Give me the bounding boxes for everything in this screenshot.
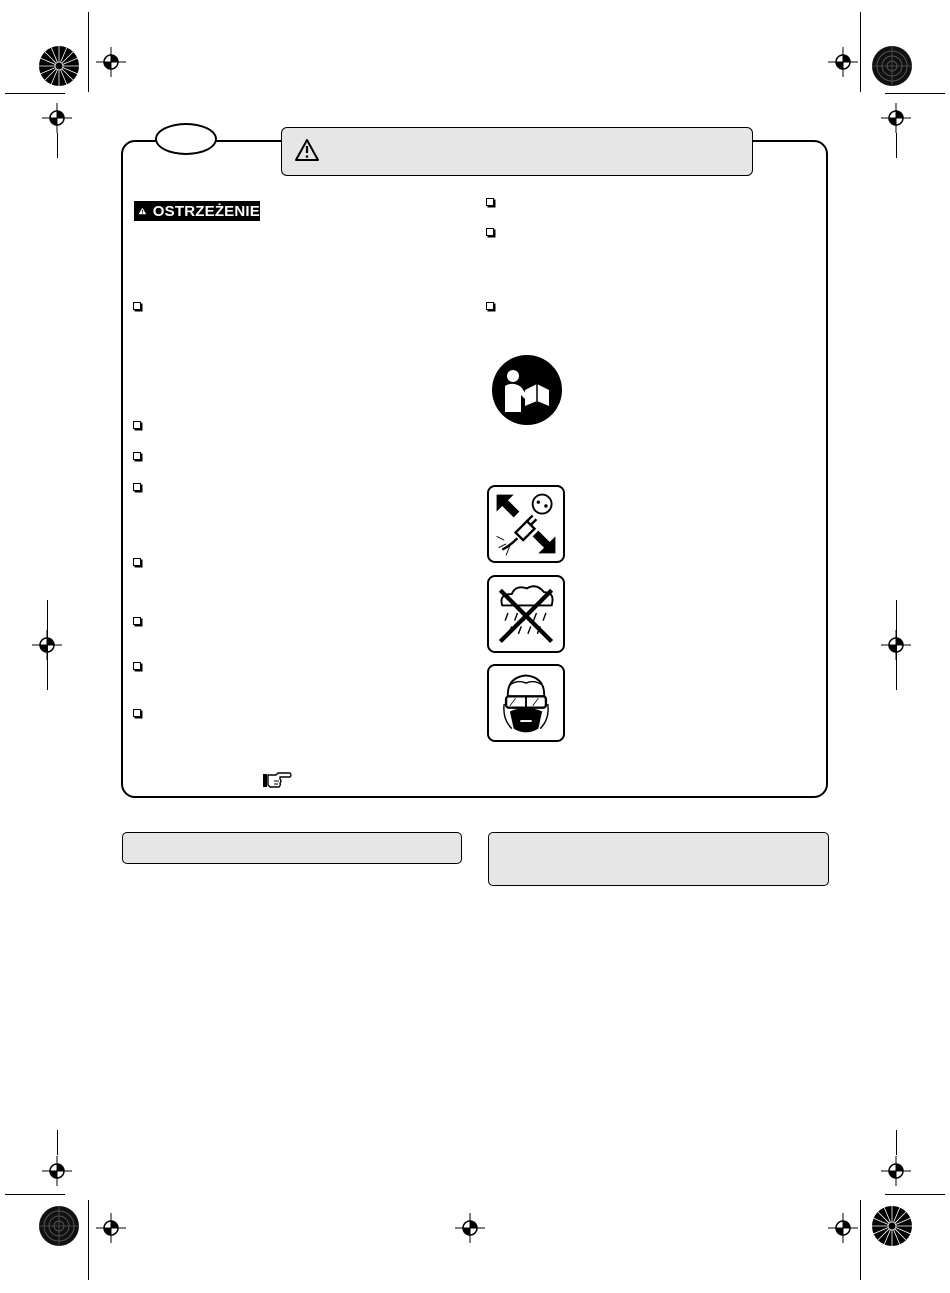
crop-line [88,12,89,92]
crop-line [896,600,897,690]
goggles-mask-icon [487,664,565,742]
crosshair-icon [881,103,911,133]
checkbox-bullet [133,617,141,625]
safety-section-frame [121,140,828,798]
registration-concentric-icon [870,44,914,88]
crop-line [47,600,48,690]
pointing-hand-icon [262,771,292,789]
checkbox-bullet [133,709,141,717]
crosshair-icon [881,1156,911,1186]
crop-line [860,1200,861,1280]
checkbox-bullet [133,483,141,491]
unplug-damaged-cord-icon [487,485,565,563]
checkbox-bullet [133,452,141,460]
crop-line [57,1130,58,1155]
checkbox-bullet [133,558,141,566]
crop-line [5,1194,65,1195]
crosshair-icon [828,47,858,77]
crop-line [896,133,897,158]
crop-line [57,133,58,158]
crop-line [5,93,65,94]
crop-line [896,1130,897,1155]
crosshair-icon [42,103,72,133]
crop-line [860,12,861,92]
checkbox-bullet [486,302,494,310]
checkbox-bullet [486,228,494,236]
crop-line [88,1200,89,1280]
registration-starburst-icon [37,44,81,88]
crosshair-icon [828,1213,858,1243]
no-rain-icon [487,575,565,653]
section-header-box [488,832,829,886]
checkbox-bullet [486,198,494,206]
checkbox-bullet [133,302,141,310]
crop-line [885,93,945,94]
safety-header-box [281,127,753,176]
checkbox-bullet [133,421,141,429]
crosshair-icon [42,1156,72,1186]
registration-concentric-icon [37,1204,81,1248]
checkbox-bullet [133,662,141,670]
warning-label: OSTRZEŻENIE [152,202,260,220]
registration-starburst-icon [870,1204,914,1248]
read-manual-icon [491,354,563,426]
crosshair-icon [96,1213,126,1243]
warning-triangle-icon [294,138,320,162]
crosshair-icon [455,1213,485,1243]
crop-line [885,1194,945,1195]
section-header-box [122,832,462,864]
warning-badge [134,201,260,221]
warning-triangle-icon [138,204,147,218]
language-tab [155,123,217,155]
crosshair-icon [96,47,126,77]
